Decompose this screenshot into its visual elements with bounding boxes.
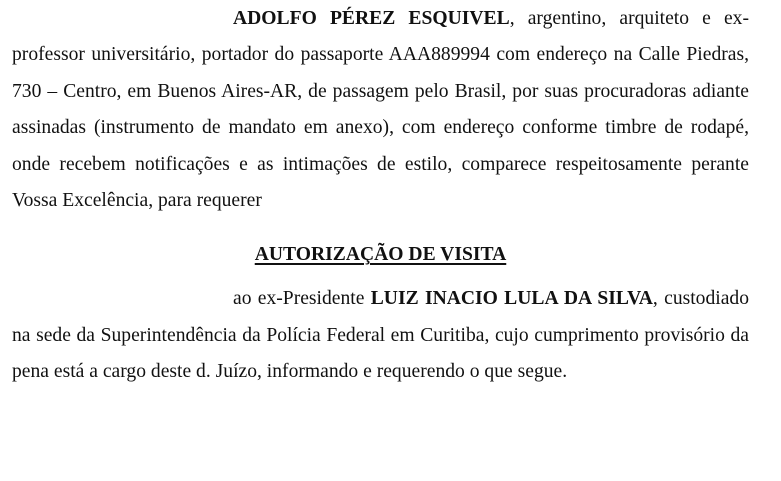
request-heading-title: AUTORIZAÇÃO DE VISITA	[254, 244, 507, 266]
request-subject-paragraph	[12, 281, 749, 390]
petitioner-name: ADOLFO PÉREZ ESQUIVEL	[233, 8, 510, 29]
petition-intro-paragraph	[12, 0, 749, 219]
document-page	[12, 0, 749, 391]
request-heading	[12, 239, 749, 271]
request-prefix-text: ao ex-Presidente	[233, 288, 371, 310]
visited-person-name: LUIZ INACIO LULA DA SILVA	[370, 288, 653, 310]
petitioner-details-text: , argentino, arquiteto e ex-professor universitário, portador do passaporte AAA889994 com endereço na Calle Piedras, 730 – Centro, em Buenos Aires-AR, de passagem pelo Brasil, por suas procuradoras adiante assinadas (instrumento de mandato em anexo), com endereço conforme timbre de rodapé, onde recebem notificações e as intimações de estilo, comparece respeitosamente perante Vossa Excelência, para requerer	[12, 8, 749, 212]
custody-details-text: , custodiado na sede da Superintendência da Polícia Federal em Curitiba, cujo cumprimento provisório da pena está a cargo deste d. Juízo, informando e requerendo o que segue.	[12, 288, 750, 383]
